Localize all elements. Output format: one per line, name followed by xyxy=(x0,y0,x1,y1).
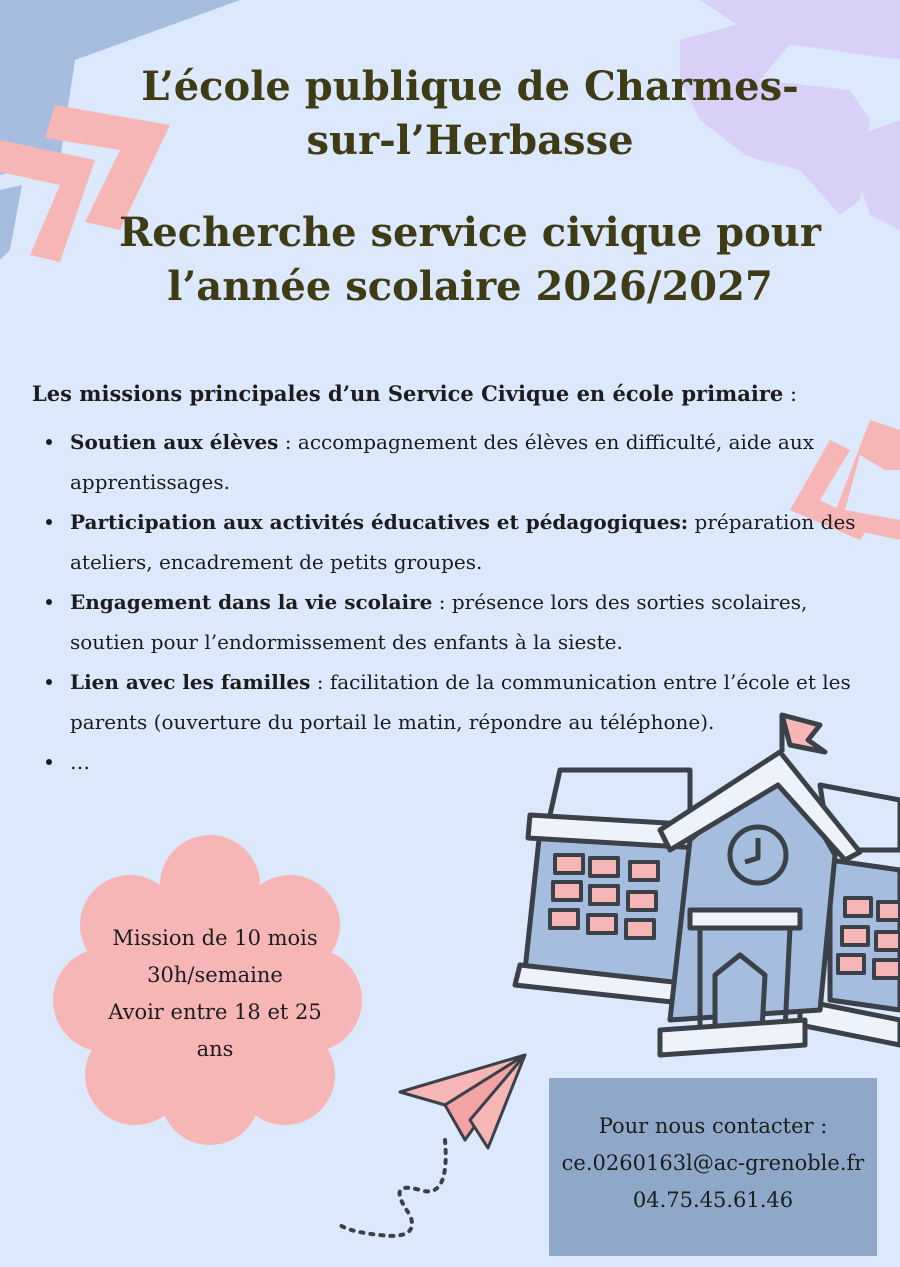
mission-item-title: Participation aux activités éducatives et pédagogiques: xyxy=(70,510,689,534)
conditions-age: Avoir entre 18 et 25 xyxy=(108,1000,322,1024)
mission-item xyxy=(70,742,882,782)
mission-item xyxy=(70,662,882,742)
contact-phone-link[interactable]: 04.75.45.61.46 xyxy=(632,1188,794,1212)
page-title xyxy=(70,60,870,168)
missions-heading-suffix: : xyxy=(783,382,798,406)
mission-item xyxy=(70,582,882,662)
title-line-1: L’école publique de Charmes- xyxy=(141,63,799,110)
subtitle-line-1: Recherche service civique pour xyxy=(119,209,821,256)
mission-item-title: Engagement dans la vie scolaire xyxy=(70,590,433,614)
mission-item-title: Lien avec les familles xyxy=(70,670,311,694)
missions-section xyxy=(32,374,882,782)
missions-list xyxy=(32,422,882,782)
conditions-duration: Mission de 10 mois xyxy=(112,926,318,950)
contact-label: Pour nous contacter : xyxy=(598,1114,828,1138)
mission-item-text: : facilitation de la communication entre l’école et les parents (ouverture du portail le matin, répondre au téléphone). xyxy=(70,670,851,734)
mission-item-text: : présence lors des sorties scolaires, soutien pour l’endormissement des enfants à la sieste. xyxy=(70,590,808,654)
conditions-text xyxy=(90,920,340,1068)
subtitle-line-2: l’année scolaire 2026/2027 xyxy=(167,263,773,310)
contact-box xyxy=(549,1078,877,1256)
missions-heading xyxy=(32,374,882,414)
missions-heading-bold: Les missions principales d’un Service Civique en école primaire xyxy=(32,381,784,406)
mission-item xyxy=(70,502,882,582)
page-subtitle xyxy=(70,206,870,314)
mission-item-title: Soutien aux élèves xyxy=(70,430,279,454)
mission-item xyxy=(70,422,882,502)
conditions-hours: 30h/semaine xyxy=(147,963,283,987)
contact-email-link[interactable]: ce.0260163l@ac-grenoble.fr xyxy=(561,1151,865,1175)
conditions-age-suffix: ans xyxy=(196,1037,234,1061)
mission-item-text: … xyxy=(70,750,90,774)
mission-item-text: préparation des ateliers, encadrement de petits groupes. xyxy=(70,510,856,574)
mission-item-text: : accompagnement des élèves en difficulté, aide aux apprentissages. xyxy=(70,430,814,494)
paper-plane-illustration-icon xyxy=(340,1055,525,1236)
title-line-2: sur-l’Herbasse xyxy=(306,117,634,164)
